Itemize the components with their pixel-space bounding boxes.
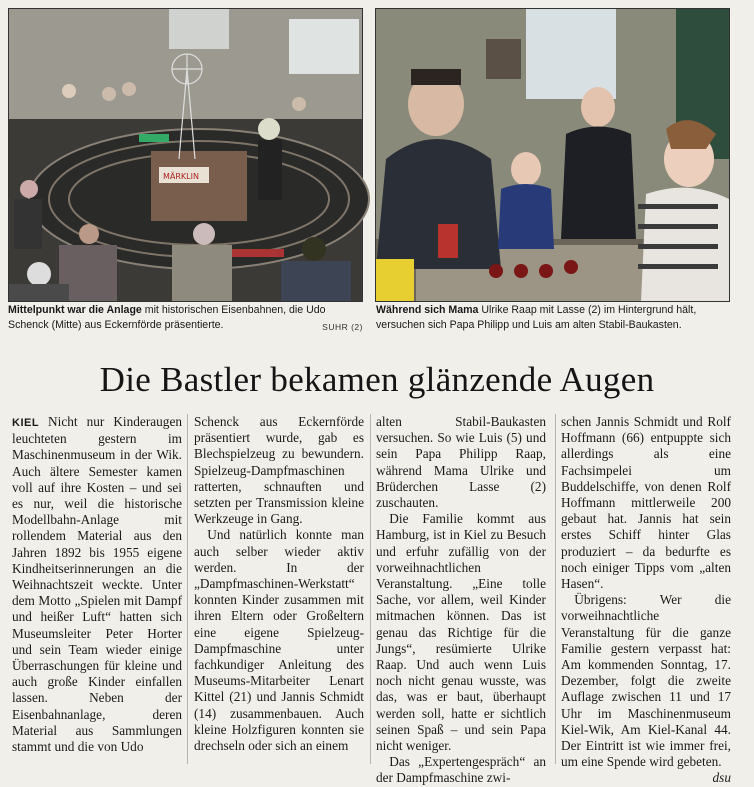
col3-para-1: alten Stabil-Baukasten versuchen. So wie Luis (5) und sein Papa Philipp Raap, während Mama Ulrike und Brüderchen Lasse (2) zuschauten. [376, 414, 546, 511]
col2-para-1: Schenck aus Eckernförde präsentiert wurde, gab es Blechspielzeug zu bewundern. Spielzeug-Dampfmaschinen ratterten, schnauften und setzten per Transmission kleine Werkzeuge in Gang. [194, 414, 364, 527]
marklin-sign: MÄRKLIN [163, 172, 199, 181]
column-divider [555, 414, 556, 764]
article-column-2 [194, 414, 364, 766]
article-column-3 [376, 414, 546, 786]
article-column-4 [561, 414, 731, 786]
caption-photo-1 [8, 303, 363, 335]
family-photo-illustration [376, 9, 729, 301]
dateline: KIEL [12, 417, 40, 429]
column-divider [187, 414, 188, 764]
col3-para-2: Die Familie kommt aus Hamburg, ist in Kiel zu Besuch und erfuhr zufällig von der vorweihnachtlichen Veranstaltung. „Eine tolle Sache, vor allem, weil Kinder mitmachen können. Das ist genau das Richtige für die Jungs“, resümierte Ulrike Raap. Und auch wenn Luis noch nicht genau wusste, was das, was er baut, überhaupt werden soll, hatte er sichtlich seinen Spaß – und sein Papa nicht weniger. [376, 511, 546, 754]
caption-2-lead: Während sich Mama [376, 304, 479, 316]
caption-1-text: mit historischen Eisenbahnen, die Udo Schenck (Mitte) aus Eckernförde präsentierte. [8, 304, 326, 331]
photo-family-building [375, 8, 730, 302]
photo-model-railway [8, 8, 363, 302]
railway-photo-illustration [9, 9, 362, 301]
column-divider [370, 414, 371, 764]
col1-text: Nicht nur Kinderaugen leuchteten gestern im Maschinenmuseum in der Wik. Auch ältere Semester kamen voll auf ihre Kosten – und sei es nur, weil die historische Modellbahn-Anlage mit rollendem Material aus den Jahren 1892 bis 1955 eigene Kindheitserinnerungen an die Weihnachtszeit weckte. Unter dem Motto „Spielen mit Dampf und heißer Luft“ hatten sich Museumsleiter Peter Horter und sein Team wieder einige Überraschungen für kleine und auch große Kinder einfallen lassen. Neben der Eisenbahnanlage, deren Material aus Sammlungen stammt und die von Udo [12, 414, 182, 755]
col3-para-3: Das „Expertengespräch“ an der Dampfmaschine zwi- [376, 754, 546, 786]
author-signature: dsu [712, 770, 731, 786]
photo-credit: SUHR (2) [322, 322, 363, 332]
col4-para-1: schen Jannis Schmidt und Rolf Hoffmann (66) entpuppte sich allerdings als eine Fachsimpelei um Buddelschiffe, von denen Rolf Hoffmann mittlerweile 200 gebaut hat. Jannis hat sein erstes Schiff hinter Glas produziert – da bedurfte es noch einiger Tipps vom „alten Hasen“. [561, 414, 731, 592]
col2-para-2: Und natürlich konnte man auch selber wieder aktiv werden. In der „Dampfmaschinen-Werkstatt“ konnten Kinder zusammen mit ihren Eltern oder Großeltern eine eigene Spielzeug-Dampfmaschine unter fachkundiger Anleitung des Museums-Mitarbeiter Lenart Kittel (21) und Jannis Schmidt (14) zusammenbauen. Auch kleine Holzfiguren konnten sie drechseln oder sich an einem [194, 527, 364, 754]
caption-photo-2 [376, 303, 734, 333]
caption-2-text: Ulrike Raap mit Lasse (2) im Hintergrund hält, versuchen sich Papa Philipp und Luis am alten Stabil-Baukasten. [376, 304, 697, 331]
col4-para-2: Übrigens: Wer die vorweihnachtliche Veranstaltung für die ganze Familie gestern verpasst hat: Am kommenden Sonntag, 17. Dezember, folgt die zweite Auflage zwischen 11 und 17 Uhr im Maschinenmuseum Kiel-Wik, Am Kiel-Kanal 44. Der Eintritt ist wie immer frei, um eine Spende wird gebeten. [561, 592, 731, 770]
caption-1-lead: Mittelpunkt war die Anlage [8, 304, 142, 316]
article-headline: Die Bastler bekamen glänzende Augen [99, 360, 655, 399]
article-column-1 [12, 414, 182, 766]
